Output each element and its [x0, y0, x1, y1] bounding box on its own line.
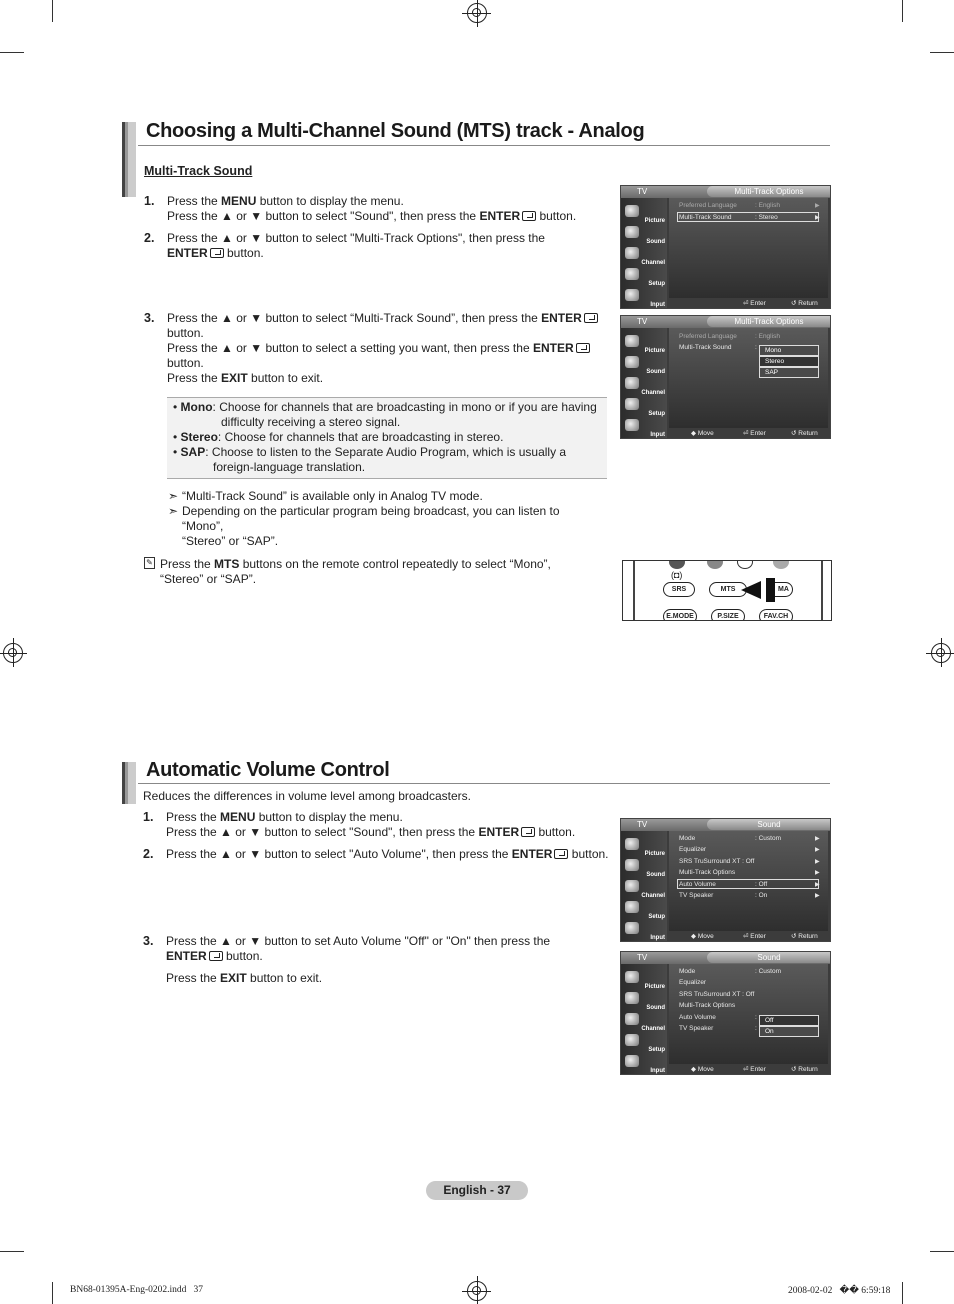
- avc-intro: Reduces the differences in volume level among broadcasters.: [143, 789, 471, 803]
- footer-move: ◆ Move: [691, 933, 714, 940]
- side-setup[interactable]: Setup: [623, 267, 667, 287]
- side-input[interactable]: Input: [623, 418, 667, 438]
- section-bar: [122, 762, 136, 804]
- picture-icon: [625, 205, 639, 217]
- side-sound[interactable]: Sound: [623, 355, 667, 375]
- menu-row-multi-track-options[interactable]: Multi-Track Options: [679, 1002, 736, 1009]
- date-slug: 2008-02-02 �� 6:59:18: [788, 1286, 891, 1296]
- input-icon: [625, 419, 639, 431]
- pointer-arrow-icon: [741, 581, 761, 599]
- bullet-mono: • Mono: Choose for channels that are broadcasting in mono or if you are having difficulty receiving a stereo signal.: [173, 400, 597, 429]
- menu-row-mode[interactable]: Mode : Custom: [679, 968, 782, 975]
- section-title-avc: Automatic Volume Control: [146, 759, 390, 781]
- option-stereo[interactable]: Stereo: [759, 356, 819, 367]
- side-sound[interactable]: Sound: [623, 991, 667, 1011]
- note-analog-only: “Multi-Track Sound” is available only in Analog TV mode.: [182, 489, 483, 503]
- registration-mark-icon: [931, 643, 951, 663]
- side-setup[interactable]: Setup: [623, 1033, 667, 1053]
- menu-row-tv-speaker[interactable]: TV Speaker : On ▶: [679, 892, 820, 899]
- step-number: 1.: [143, 810, 154, 824]
- side-picture[interactable]: Picture: [623, 204, 667, 224]
- option-mono[interactable]: Mono: [759, 345, 819, 356]
- favch-button[interactable]: FAV.CH: [759, 609, 793, 621]
- footer-move: ◆ Move: [691, 1066, 714, 1073]
- remote-control-image: [622, 560, 832, 621]
- menu-row-multi-track-sound[interactable]: Multi-Track Sound :: [679, 344, 757, 351]
- tv-label: TV: [637, 820, 648, 829]
- side-setup[interactable]: Setup: [623, 900, 667, 920]
- tv-label: TV: [637, 187, 648, 196]
- emode-button[interactable]: E.MODE: [663, 609, 697, 621]
- side-picture[interactable]: Picture: [623, 970, 667, 990]
- section-bar: [122, 122, 136, 197]
- title-rule: [138, 783, 830, 784]
- option-on[interactable]: On: [759, 1026, 819, 1037]
- menu-row-srs[interactable]: SRS TruSurround XT : Off ▶: [679, 858, 820, 865]
- footer-enter: ⏎ Enter: [743, 430, 766, 437]
- setup-icon: [625, 901, 639, 913]
- menu-row-auto-volume[interactable]: Auto Volume : Off ▶: [679, 881, 820, 888]
- menu-row-srs[interactable]: SRS TruSurround XT : Off: [679, 991, 755, 998]
- option-sap[interactable]: SAP: [759, 367, 819, 378]
- picture-icon: [625, 335, 639, 347]
- bullet-stereo: • Stereo: Choose for channels that are broadcasting in stereo.: [173, 430, 504, 444]
- side-channel[interactable]: Channel: [623, 246, 667, 266]
- side-channel[interactable]: Channel: [623, 879, 667, 899]
- tv-menu-multi-track: [620, 185, 831, 309]
- file-slug: BN68-01395A-Eng-0202.indd 37: [70, 1285, 203, 1295]
- channel-icon: [625, 880, 639, 892]
- channel-icon: [625, 1013, 639, 1025]
- footer-enter: ⏎ Enter: [743, 300, 766, 307]
- side-channel[interactable]: Channel: [623, 376, 667, 396]
- subtitle-multi-track-sound: Multi-Track Sound: [144, 164, 253, 178]
- input-icon: [625, 922, 639, 934]
- side-setup[interactable]: Setup: [623, 397, 667, 417]
- footer-move: ◆ Move: [691, 430, 714, 437]
- step-number: 2.: [144, 231, 155, 245]
- srs-button[interactable]: SRS: [663, 582, 695, 597]
- side-picture[interactable]: Picture: [623, 837, 667, 857]
- tv-menu-auto-volume: [620, 951, 831, 1075]
- note-arrow-icon: ➣: [168, 489, 179, 503]
- footer-return: ↺ Return: [791, 933, 818, 940]
- footer-return: ↺ Return: [791, 1066, 818, 1073]
- menu-row-auto-volume[interactable]: Auto Volume :: [679, 1014, 757, 1021]
- registration-mark-icon: [467, 3, 487, 23]
- registration-mark-icon: [467, 1281, 487, 1301]
- menu-row-tv-speaker[interactable]: TV Speaker :: [679, 1025, 757, 1032]
- avc-step2: Press the ▲ or ▼ button to select "Auto Volume", then press the ENTER button.: [166, 847, 609, 861]
- step3-text: Press the ▲ or ▼ button to select “Multi-Track Sound”, then press the ENTER button. Press the ▲ or ▼ button to select a setting you want, then press the ENTER button. Press the EXIT button to exit.: [167, 311, 607, 386]
- enter-icon: [521, 827, 535, 837]
- setup-icon: [625, 1034, 639, 1046]
- menu-title: Sound: [707, 952, 831, 963]
- tv-menu-sound: [620, 818, 831, 942]
- menu-title: Sound: [707, 819, 831, 830]
- menu-row-preferred-language[interactable]: Preferred Language : English ▶: [679, 202, 820, 209]
- enter-icon: [210, 248, 224, 258]
- pointer-bar: [766, 578, 775, 602]
- footer-return: ↺ Return: [791, 430, 818, 437]
- channel-icon: [625, 247, 639, 259]
- remote-note: Press the MTS buttons on the remote control repeatedly to select “Mono”, “Stereo” or “SAP”.: [160, 557, 551, 586]
- sound-icon: [625, 992, 639, 1004]
- step-number: 3.: [143, 934, 154, 948]
- enter-icon: [576, 343, 590, 353]
- enter-icon: [522, 211, 536, 221]
- setup-icon: [625, 268, 639, 280]
- registration-mark-icon: [3, 643, 23, 663]
- side-sound[interactable]: Sound: [623, 858, 667, 878]
- avc-exit: Press the EXIT button to exit.: [166, 971, 323, 985]
- side-input[interactable]: Input: [623, 921, 667, 941]
- menu-row-preferred-language[interactable]: Preferred Language : English: [679, 333, 780, 340]
- sound-icon: [625, 859, 639, 871]
- remote-note-icon: ✎: [144, 557, 155, 569]
- mts-button[interactable]: MTS: [709, 582, 747, 597]
- side-picture[interactable]: Picture: [623, 334, 667, 354]
- input-icon: [625, 1055, 639, 1067]
- input-icon: [625, 289, 639, 301]
- picture-icon: [625, 838, 639, 850]
- side-input[interactable]: Input: [623, 1054, 667, 1074]
- title-rule: [138, 145, 830, 146]
- tv-label: TV: [637, 953, 648, 962]
- menu-row-equalizer[interactable]: Equalizer ▶: [679, 846, 820, 853]
- ma-button[interactable]: MA: [775, 582, 793, 597]
- enter-icon: [209, 951, 223, 961]
- step2-text: Press the ▲ or ▼ button to select "Multi-Track Options", then press the ENTER button.: [167, 231, 545, 260]
- footer-return: ↺ Return: [791, 300, 818, 307]
- enter-icon: [554, 849, 568, 859]
- option-off[interactable]: Off: [759, 1015, 819, 1026]
- note-arrow-icon: ➣: [168, 504, 179, 518]
- menu-title: Multi-Track Options: [707, 186, 831, 197]
- side-input[interactable]: Input: [623, 288, 667, 308]
- menu-row-mode[interactable]: Mode : Custom ▶: [679, 835, 820, 842]
- bullet-sap: • SAP: Choose to listen to the Separate Audio Program, which is usually a foreign-language translation.: [173, 445, 567, 474]
- menu-row-equalizer[interactable]: Equalizer: [679, 979, 707, 986]
- channel-icon: [625, 377, 639, 389]
- menu-row-multi-track-sound[interactable]: Multi-Track Sound : Stereo ▶: [679, 214, 820, 221]
- menu-title: Multi-Track Options: [707, 316, 831, 327]
- tv-menu-multi-track-sound: [620, 315, 831, 439]
- step-number: 2.: [143, 847, 154, 861]
- note-program: Depending on the particular program being broadcast, you can listen to “Mono”, “Stereo” or “SAP”.: [182, 504, 560, 548]
- psize-button[interactable]: P.SIZE: [711, 609, 745, 621]
- sound-icon: [625, 226, 639, 238]
- step1-text: Press the MENU button to display the menu. Press the ▲ or ▼ button to select "Sound", then press the ENTER button.: [167, 194, 577, 223]
- enter-icon: [584, 313, 598, 323]
- picture-icon: [625, 971, 639, 983]
- avc-step1: Press the MENU button to display the menu. Press the ▲ or ▼ button to select "Sound", then press the ENTER button.: [166, 810, 576, 839]
- audio-icon: (◘): [671, 570, 683, 580]
- tv-label: TV: [637, 317, 648, 326]
- page-number: English - 37: [426, 1181, 528, 1200]
- sound-icon: [625, 356, 639, 368]
- footer-enter: ⏎ Enter: [743, 1066, 766, 1073]
- menu-row-multi-track-options[interactable]: Multi-Track Options ▶: [679, 869, 820, 876]
- section-title-mts: Choosing a Multi-Channel Sound (MTS) track - Analog: [146, 120, 645, 142]
- side-channel[interactable]: Channel: [623, 1012, 667, 1032]
- setup-icon: [625, 398, 639, 410]
- step-number: 1.: [144, 194, 155, 208]
- footer-enter: ⏎ Enter: [743, 933, 766, 940]
- step-number: 3.: [144, 311, 155, 325]
- avc-step3: Press the ▲ or ▼ button to set Auto Volume "Off" or "On" then press the ENTER button.: [166, 934, 551, 963]
- side-sound[interactable]: Sound: [623, 225, 667, 245]
